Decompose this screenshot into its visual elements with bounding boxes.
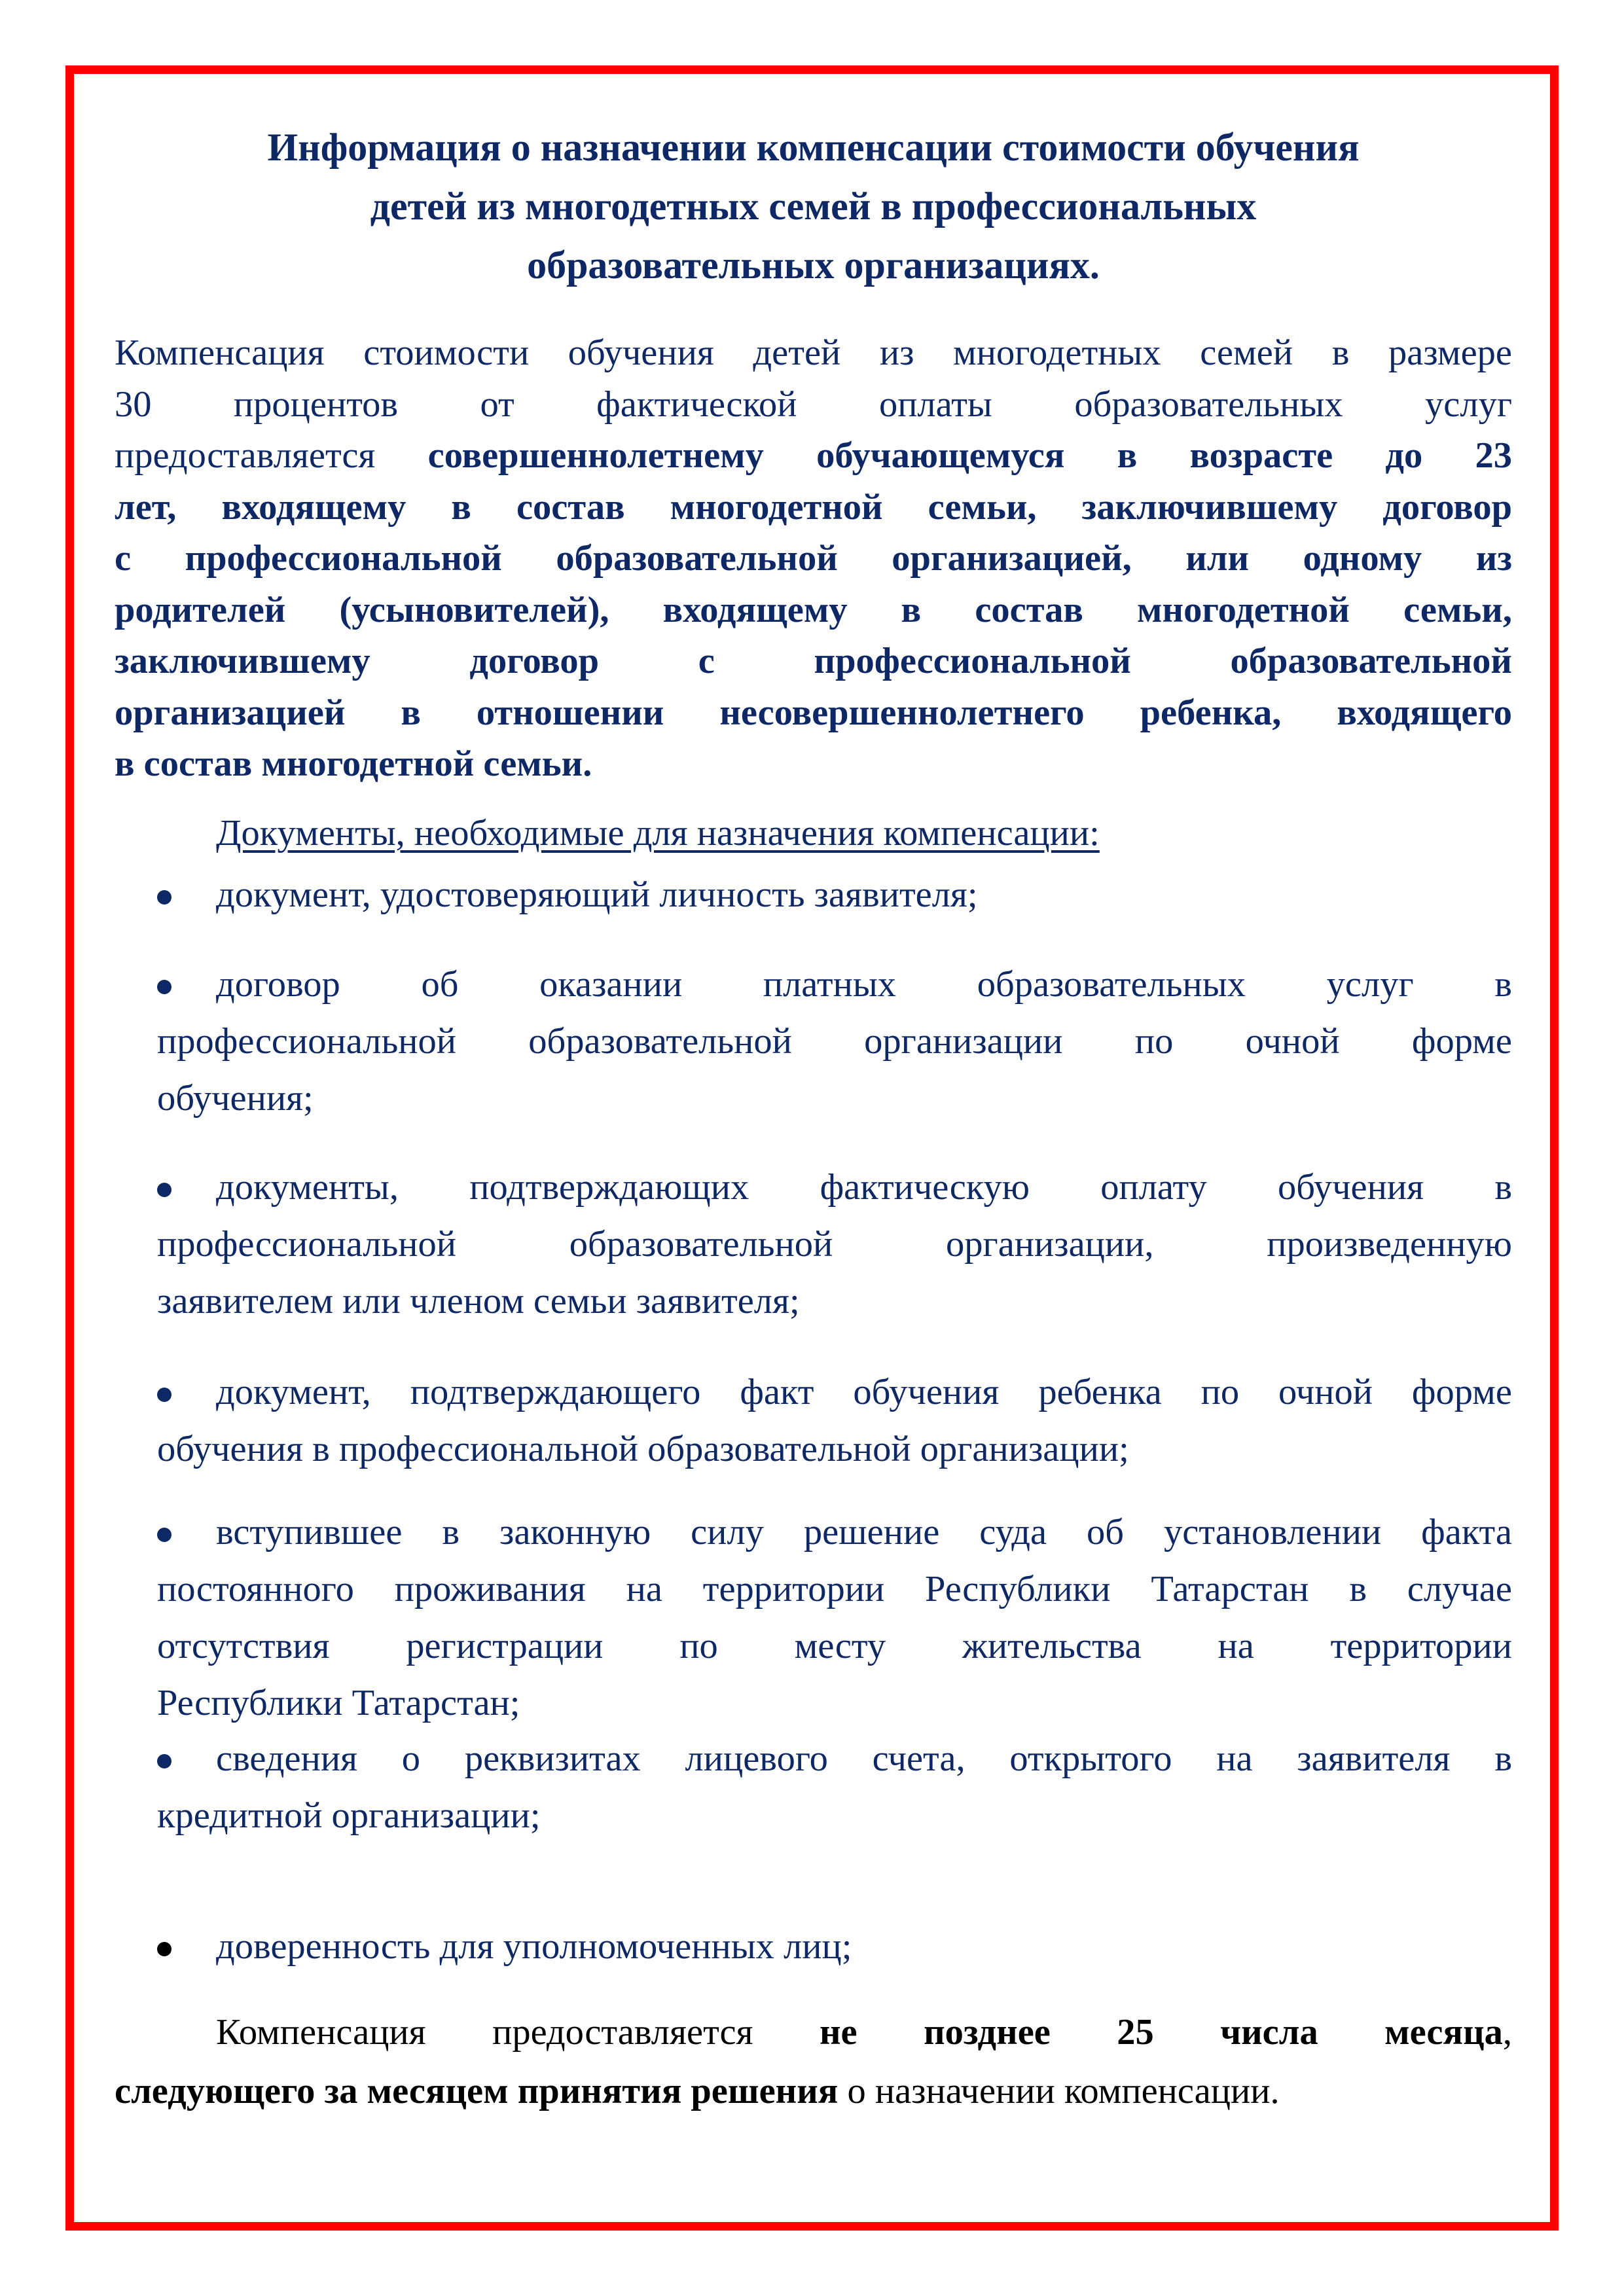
item-line: вступившее в законную силу решение суда об установлении факта	[216, 1512, 1512, 1552]
intro-line: организацией в отношении несовершеннолетнего ребенка, входящего	[115, 692, 1512, 733]
final-text: Компенсация предоставляется	[216, 2012, 753, 2053]
item-line: обучения в профессиональной образовательной организации;	[157, 1429, 1129, 1469]
item-line: Республики Татарстан;	[157, 1683, 520, 1723]
final-text: о назначении компенсации.	[847, 2071, 1280, 2111]
intro-line	[115, 430, 1512, 482]
title-line: детей из многодетных семей в профессиональных	[370, 185, 1257, 228]
final-bold-text: не позднее 25 числа месяца	[819, 2012, 1503, 2053]
intro-line: лет, входящему в состав многодетной семьи, заключившему договор	[115, 486, 1512, 528]
intro-line: с профессиональной образовательной организацией, или одному из	[115, 538, 1512, 579]
final-line	[115, 2062, 1512, 2121]
item-line: отсутствия регистрации по месту жительства на территории	[157, 1626, 1512, 1666]
document-list-item	[157, 1504, 1512, 1732]
item-line: постоянного проживания на территории Республики Татарстан в случае	[157, 1569, 1512, 1609]
document-list-item	[157, 956, 1512, 1127]
final-line	[115, 2003, 1512, 2062]
title-line: образовательных организациях.	[527, 243, 1100, 287]
bullet-icon	[157, 1754, 171, 1768]
documents-heading: Документы, необходимые для назначения компенсации:	[216, 813, 1100, 853]
intro-paragraph	[115, 327, 1512, 790]
item-line: сведения о реквизитах лицевого счета, открытого на заявителя в	[216, 1738, 1512, 1779]
title-line: Информация о назначении компенсации стоимости обучения	[267, 126, 1360, 169]
intro-line: в состав многодетной семьи.	[115, 744, 592, 784]
document-list-item	[157, 1159, 1512, 1330]
intro-line: родителей (усыновителей), входящему в состав многодетной семьи,	[115, 589, 1512, 630]
item-line: договор об оказании платных образовательных услуг в	[216, 964, 1512, 1005]
bullet-icon	[157, 980, 171, 994]
final-bold-text: следующего за месяцем принятия решения	[115, 2071, 839, 2111]
item-line: профессиональной образовательной организации по очной форме	[157, 1021, 1512, 1062]
bullet-icon	[157, 1183, 171, 1197]
item-line: заявителем или членом семьи заявителя;	[157, 1281, 800, 1321]
item-line: документы, подтверждающих фактическую оплату обучения в	[216, 1167, 1512, 1208]
bullet-icon	[157, 1388, 171, 1402]
item-line: кредитной организации;	[157, 1795, 541, 1836]
document-list-item	[157, 867, 1512, 924]
intro-line: Компенсация стоимости обучения детей из многодетных семей в размере	[115, 332, 1512, 373]
intro-line: 30 процентов от фактической оплаты образовательных услуг	[115, 384, 1512, 425]
document-list-item	[157, 1918, 1512, 1975]
bullet-icon	[157, 890, 171, 905]
bullet-icon	[157, 1942, 171, 1956]
bullet-icon	[157, 1528, 171, 1542]
item-line: документ, удостоверяющий личность заявителя;	[216, 874, 978, 915]
item-line: обучения;	[157, 1078, 314, 1119]
item-line: профессиональной образовательной организации, произведенную	[157, 1224, 1512, 1265]
final-comma: ,	[1502, 2012, 1512, 2053]
document-list-item	[157, 1364, 1512, 1478]
item-line: документ, подтверждающего факт обучения ребенка по очной форме	[216, 1372, 1512, 1412]
intro-text: предоставляется	[115, 435, 376, 476]
intro-bold-text: совершеннолетнему обучающемуся в возрасте до 23	[427, 435, 1513, 476]
document-list-item	[157, 1731, 1512, 1844]
document-title	[115, 118, 1512, 295]
item-line: доверенность для уполномоченных лиц;	[216, 1926, 852, 1967]
final-paragraph	[115, 2003, 1512, 2121]
intro-line: заключившему договор с профессиональной образовательной	[115, 641, 1512, 681]
